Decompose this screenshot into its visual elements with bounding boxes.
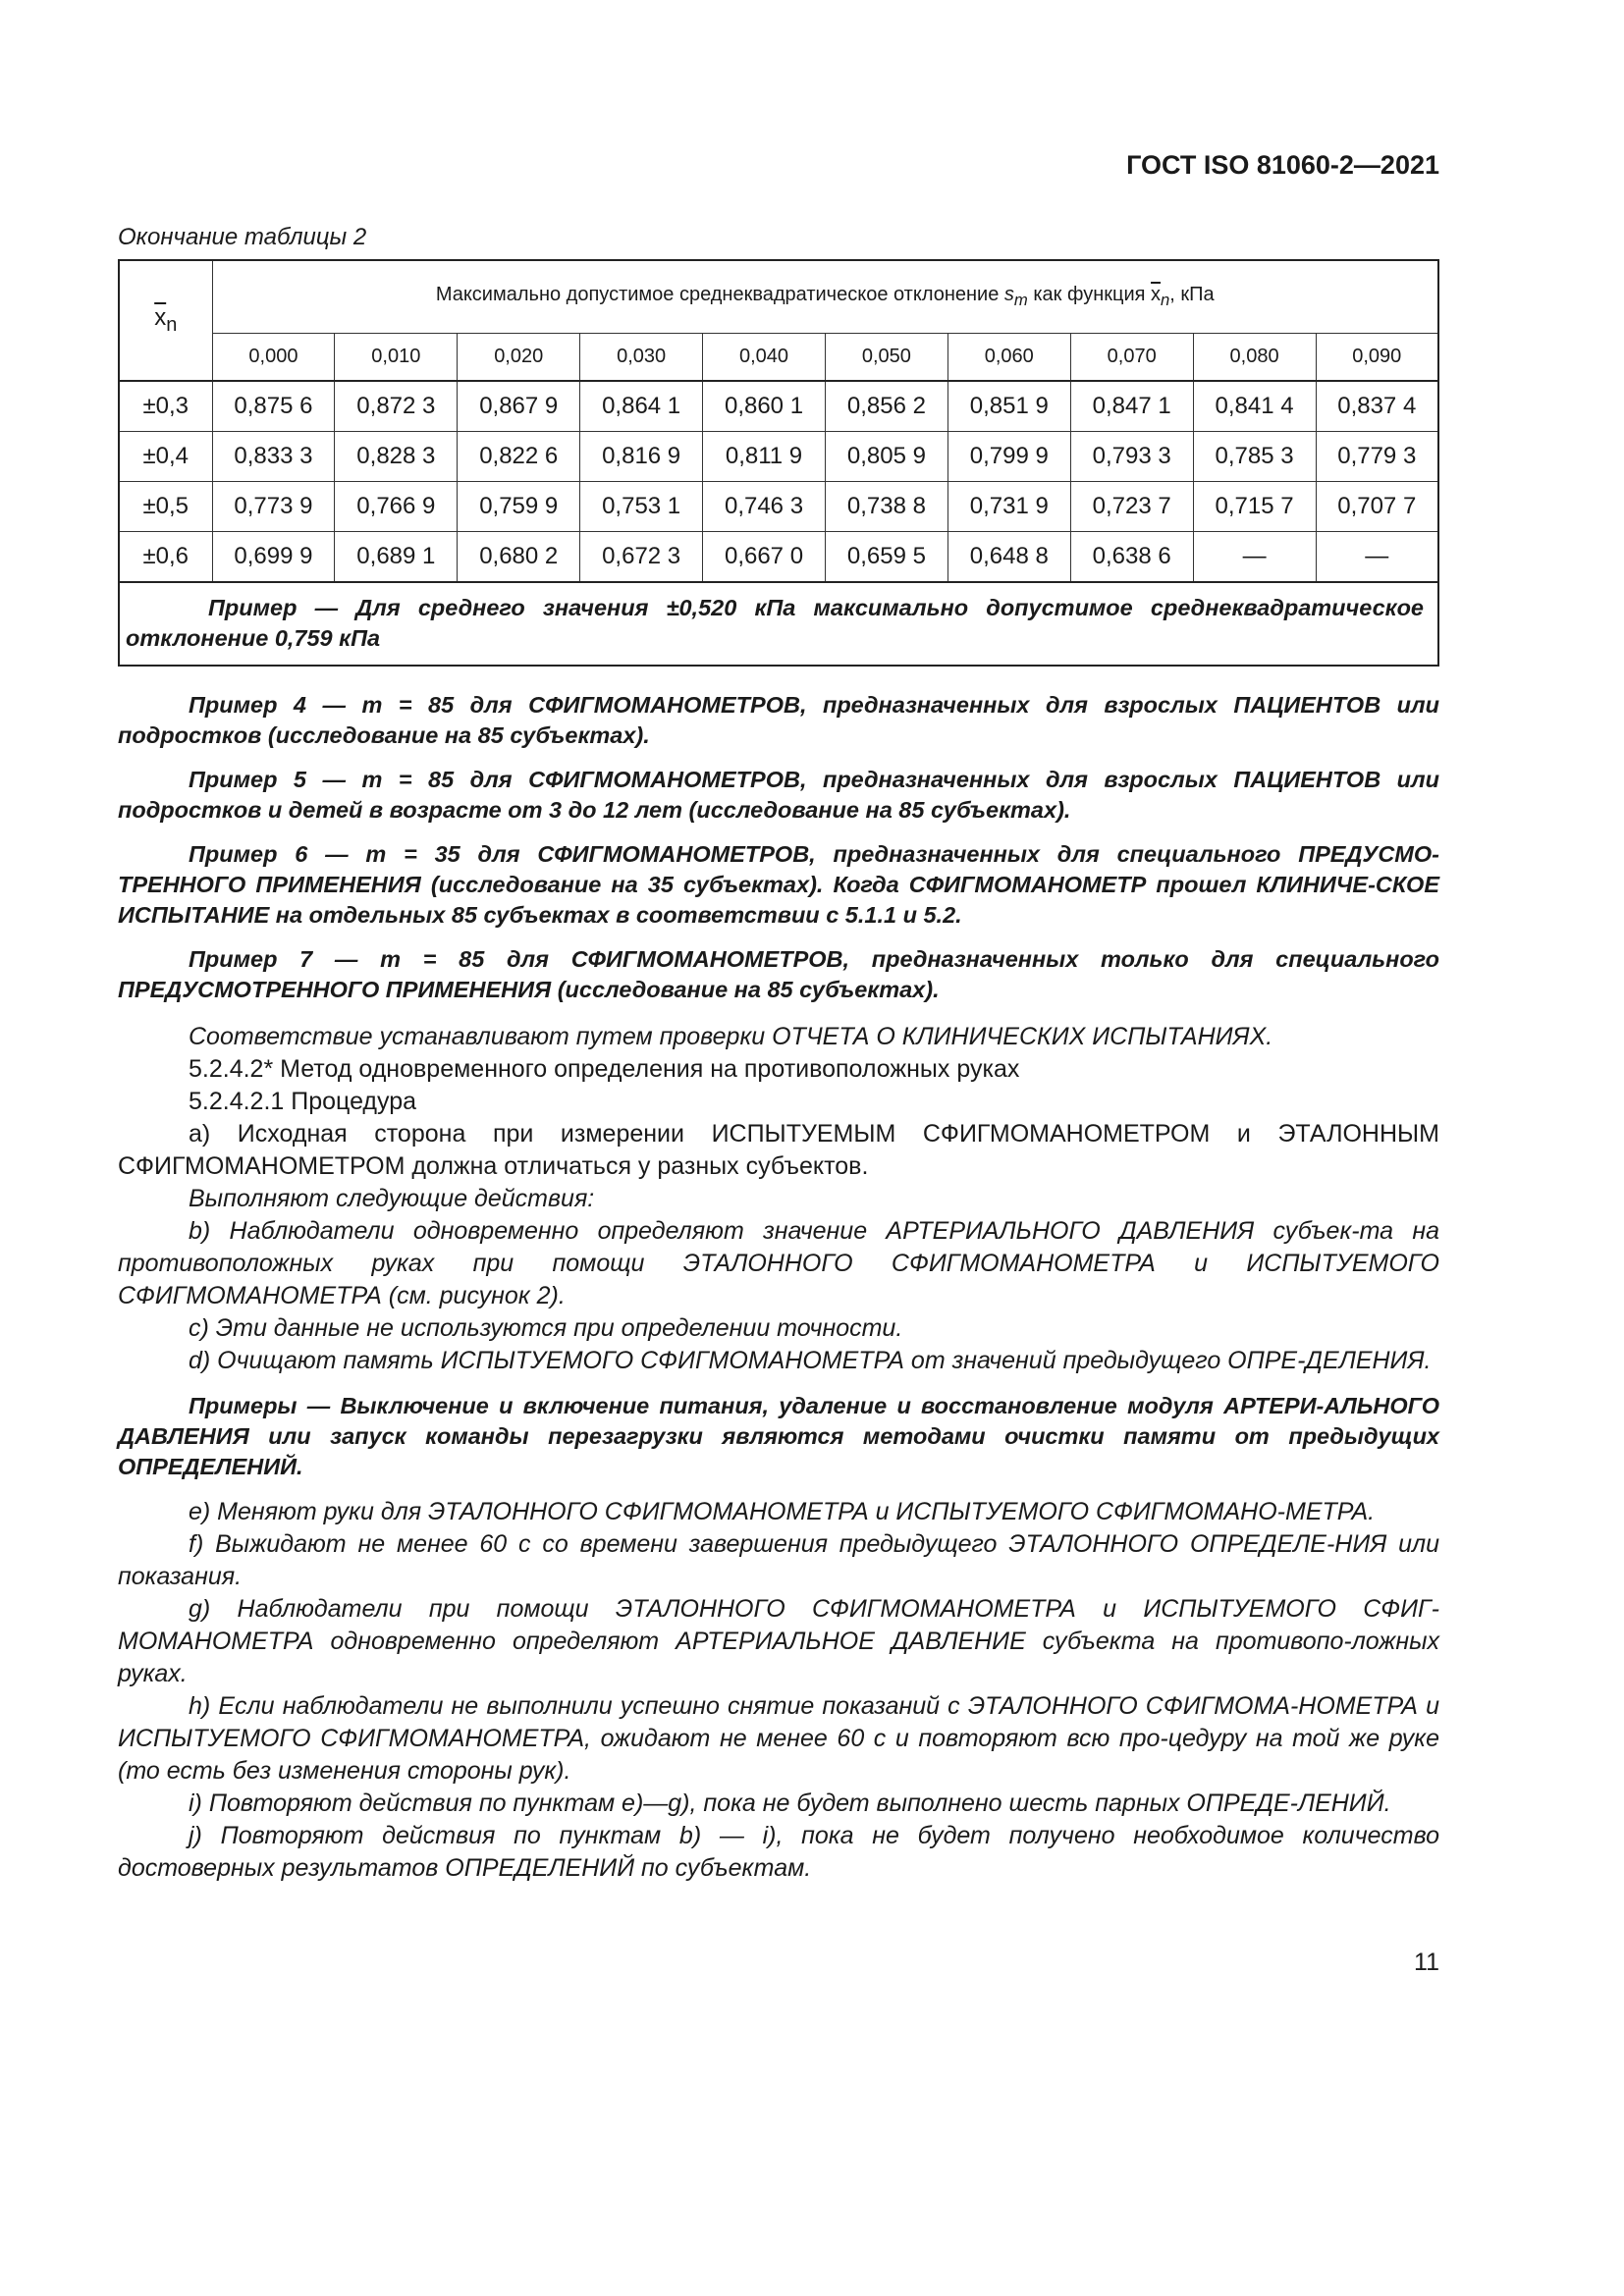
- table-cell: 0,715 7: [1193, 481, 1316, 531]
- column-header: 0,080: [1193, 333, 1316, 381]
- table-example-note: Пример — Для среднего значения ±0,520 кПа максимально допустимое среднеквадратическое отклонение 0,759 кПа: [119, 582, 1438, 666]
- table-cell: 0,759 9: [458, 481, 580, 531]
- table-row: [119, 381, 1438, 432]
- table-cell: 0,638 6: [1070, 531, 1193, 582]
- table-row: [119, 481, 1438, 531]
- item-c: c) Эти данные не используются при определении точности.: [189, 1313, 903, 1342]
- table-cell: 0,680 2: [458, 531, 580, 582]
- table-cell: 0,785 3: [1193, 431, 1316, 481]
- table-cell: 0,699 9: [212, 531, 335, 582]
- compliance-text: Соответствие устанавливают путем проверки ОТЧЕТА О КЛИНИЧЕСКИХ ИСПЫТАНИЯХ.: [189, 1022, 1273, 1050]
- column-header: 0,010: [335, 333, 458, 381]
- clause-5-2-4-2: 5.2.4.2* Метод одновременного определения на противоположных руках: [189, 1054, 1020, 1083]
- item-i: i) Повторяют действия по пунктам e)—g), пока не будет выполнено шесть парных ОПРЕДЕ-ЛЕНИЙ.: [189, 1789, 1391, 1817]
- page-content: [118, 224, 1439, 1885]
- deviation-table: [118, 259, 1439, 667]
- table-cell: —: [1316, 531, 1438, 582]
- table-cell: 0,875 6: [212, 381, 335, 432]
- table-cell: 0,731 9: [947, 481, 1070, 531]
- table-cell: 0,689 1: [335, 531, 458, 582]
- examples-note: Примеры — Выключение и включение питания, удаление и восстановление модуля АРТЕРИ-АЛЬНОГО ДАВЛЕНИЯ или запуск команды перезагрузки являются методами очистки памяти от предыдущих ОПРЕДЕЛЕНИЙ.: [118, 1392, 1439, 1479]
- column-header-row: [119, 333, 1438, 381]
- item-d: d) Очищают память ИСПЫТУЕМОГО СФИГМОМАНОМЕТРА от значений предыдущего ОПРЕ-ДЕЛЕНИЯ.: [189, 1346, 1432, 1374]
- table-cell: 0,779 3: [1316, 431, 1438, 481]
- perform-steps: Выполняют следующие действия:: [189, 1184, 595, 1212]
- column-header: 0,040: [703, 333, 826, 381]
- item-a: a) Исходная сторона при измерении ИСПЫТУЕМЫМ СФИГМОМАНОМЕТРОМ и ЭТАЛОННЫМ СФИГМОМАНОМЕТРОМ должна отличаться у разных субъектов.: [118, 1119, 1439, 1180]
- table-cell: 0,833 3: [212, 431, 335, 481]
- table-cell: 0,816 9: [580, 431, 703, 481]
- table-cell: 0,847 1: [1070, 381, 1193, 432]
- table-cell: 0,773 9: [212, 481, 335, 531]
- example-6: Пример 6 — m = 35 для СФИГМОМАНОМЕТРОВ, предназначенных для специального ПРЕДУСМО-ТРЕННОГО ПРИМЕНЕНИЯ (исследование на 35 субъектах). Когда СФИГМОМАНОМЕТР прошел КЛИНИЧЕ-СКОЕ ИСПЫТАНИЕ на отдельных 85 субъектах в соответствии с 5.1.1 и 5.2.: [118, 840, 1439, 928]
- table-cell: 0,872 3: [335, 381, 458, 432]
- clause-5-2-4-2-1: 5.2.4.2.1 Процедура: [189, 1087, 417, 1115]
- row-header-xn: $\overline{x}_n$: [119, 260, 212, 381]
- table-cell: 0,667 0: [703, 531, 826, 582]
- column-header: 0,020: [458, 333, 580, 381]
- table-row: [119, 531, 1438, 582]
- table-cell: 0,867 9: [458, 381, 580, 432]
- item-f: f) Выжидают не менее 60 с со времени завершения предыдущего ЭТАЛОННОГО ОПРЕДЕЛЕ-НИЯ или показания.: [118, 1529, 1439, 1590]
- table-row: [119, 431, 1438, 481]
- table-cell: —: [1193, 531, 1316, 582]
- column-header: 0,000: [212, 333, 335, 381]
- table-cell: 0,672 3: [580, 531, 703, 582]
- table-cell: 0,828 3: [335, 431, 458, 481]
- table-cell: 0,766 9: [335, 481, 458, 531]
- row-label: ±0,5: [119, 481, 212, 531]
- column-header: 0,030: [580, 333, 703, 381]
- table-cell: 0,851 9: [947, 381, 1070, 432]
- column-header: 0,060: [947, 333, 1070, 381]
- column-header: 0,050: [825, 333, 947, 381]
- table-cell: 0,746 3: [703, 481, 826, 531]
- example-5: Пример 5 — m = 85 для СФИГМОМАНОМЕТРОВ, предназначенных для взрослых ПАЦИЕНТОВ или подростков и детей в возрасте от 3 до 12 лет (исследование на 85 субъектах).: [118, 766, 1439, 823]
- table-cell: 0,856 2: [825, 381, 947, 432]
- row-label: ±0,3: [119, 381, 212, 432]
- table-caption: Окончание таблицы 2: [118, 224, 367, 250]
- item-h: h) Если наблюдатели не выполнили успешно снятие показаний с ЭТАЛОННОГО СФИГМОМА-НОМЕТРА и ИСПЫТУЕМОГО СФИГМОМАНОМЕТРА, ожидают не менее 60 с и повторяют всю про-цедуру на той же руке (то есть без изменения стороны рук).: [118, 1691, 1439, 1785]
- table-cell: 0,841 4: [1193, 381, 1316, 432]
- row-label: ±0,4: [119, 431, 212, 481]
- example-7: Пример 7 — m = 85 для СФИГМОМАНОМЕТРОВ, предназначенных только для специального ПРЕДУСМОТРЕННОГО ПРИМЕНЕНИЯ (исследование на 85 субъектах).: [118, 945, 1439, 1002]
- page-number: 11: [1414, 1949, 1439, 1976]
- table-cell: 0,738 8: [825, 481, 947, 531]
- table-cell: 0,707 7: [1316, 481, 1438, 531]
- item-e: e) Меняют руки для ЭТАЛОННОГО СФИГМОМАНОМЕТРА и ИСПЫТУЕМОГО СФИГМОМАНО-МЕТРА.: [189, 1497, 1376, 1525]
- document-standard-id: ГОСТ ISO 81060-2—2021: [1126, 150, 1439, 180]
- table-cell: 0,822 6: [458, 431, 580, 481]
- table-cell: 0,805 9: [825, 431, 947, 481]
- item-b: b) Наблюдатели одновременно определяют значение АРТЕРИАЛЬНОГО ДАВЛЕНИЯ субъек-та на противоположных руках при помощи ЭТАЛОННОГО СФИГМОМАНОМЕТРА и ИСПЫТУЕМОГО СФИГМОМАНОМЕТРА (см. рисунок 2).: [118, 1216, 1439, 1309]
- table-title: Максимально допустимое среднеквадратическое отклонение $s_m$ как функция $\overline{x}_n$, кПа: [212, 260, 1438, 333]
- table-cell: 0,860 1: [703, 381, 826, 432]
- row-label: ±0,6: [119, 531, 212, 582]
- table-cell: 0,811 9: [703, 431, 826, 481]
- table-cell: 0,648 8: [947, 531, 1070, 582]
- item-g: g) Наблюдатели при помощи ЭТАЛОННОГО СФИГМОМАНОМЕТРА и ИСПЫТУЕМОГО СФИГ-МОМАНОМЕТРА одновременно определяют АРТЕРИАЛЬНОЕ ДАВЛЕНИЕ субъекта на противопо-ложных руках.: [118, 1594, 1439, 1687]
- item-j: j) Повторяют действия по пунктам b) — i), пока не будет получено необходимое количество достоверных результатов ОПРЕДЕЛЕНИЙ по субъектам.: [118, 1821, 1439, 1882]
- table-cell: 0,793 3: [1070, 431, 1193, 481]
- table-cell: 0,864 1: [580, 381, 703, 432]
- example-4: Пример 4 — m = 85 для СФИГМОМАНОМЕТРОВ, предназначенных для взрослых ПАЦИЕНТОВ или подростков (исследование на 85 субъектах).: [118, 691, 1439, 748]
- table-cell: 0,837 4: [1316, 381, 1438, 432]
- table-cell: 0,723 7: [1070, 481, 1193, 531]
- table-cell: 0,799 9: [947, 431, 1070, 481]
- table-cell: 0,659 5: [825, 531, 947, 582]
- column-header: 0,090: [1316, 333, 1438, 381]
- table-cell: 0,753 1: [580, 481, 703, 531]
- column-header: 0,070: [1070, 333, 1193, 381]
